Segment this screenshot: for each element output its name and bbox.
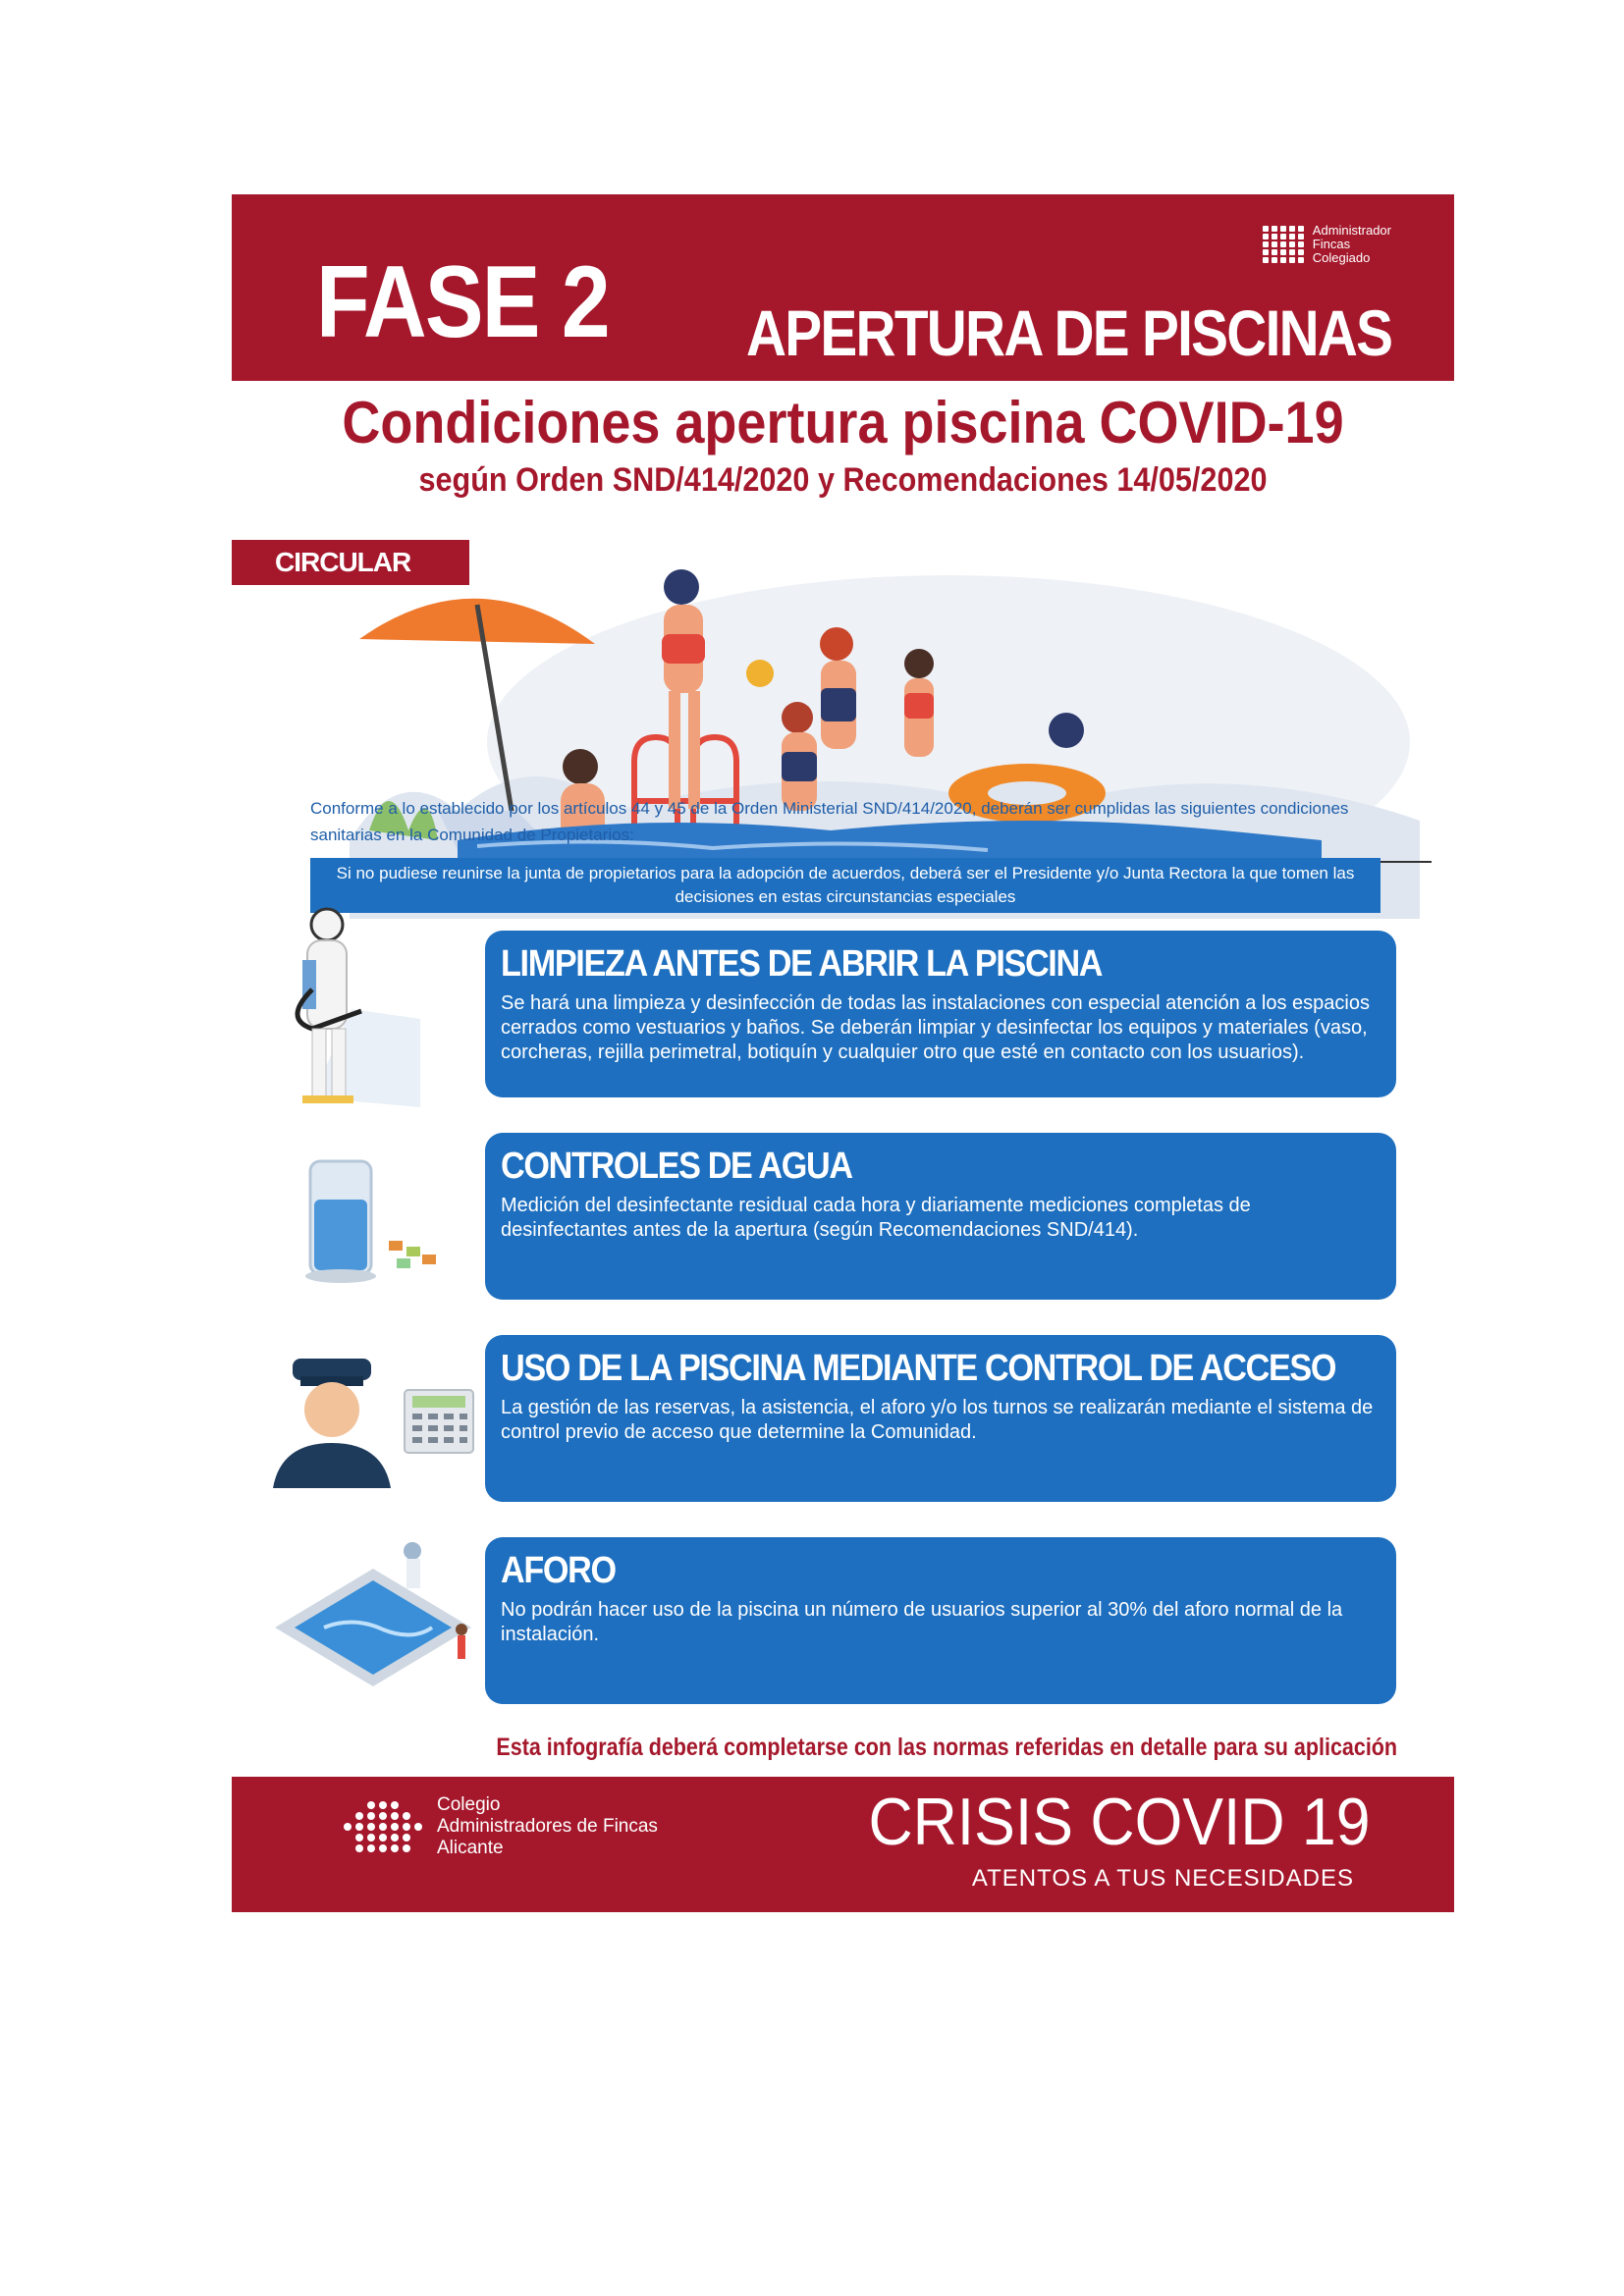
footer-band (232, 1777, 1454, 1912)
card-title: AFORO (501, 1550, 616, 1591)
administrador-logo (1263, 224, 1391, 265)
security-guard-icon (271, 1351, 477, 1488)
card-title: USO DE LA PISCINA MEDIANTE CONTROL DE ACCESO (501, 1348, 1336, 1389)
poster (232, 194, 1454, 1912)
card-controles-agua (485, 1133, 1396, 1300)
apertura-title: APERTURA DE PISCINAS (745, 296, 1391, 369)
card-text: Medición del desinfectante residual cada hora y diariamente mediciones completas de desinfectantes antes de la apertura (según Recomendaciones SND/414). (501, 1195, 1251, 1241)
card-limpieza (485, 931, 1396, 1097)
colegio-logo (344, 1794, 658, 1859)
pool-icon (265, 1539, 481, 1686)
water-glass-icon (300, 1156, 448, 1284)
fumigator-icon (273, 901, 420, 1107)
notice-banner: Si no pudiese reunirse la junta de propietarios para la adopción de acuerdos, deberá ser el Presidente y/o Junta Rectora la que tomen las decisiones en estas circunstancias especiales (310, 858, 1380, 913)
header-band (232, 194, 1454, 381)
card-control-acceso (485, 1335, 1396, 1502)
crisis-title: CRISIS COVID 19 (867, 1785, 1370, 1859)
phase-title: FASE 2 (316, 245, 609, 359)
page-subtitle: según Orden SND/414/2020 y Recomendaciones 14/05/2020 (418, 461, 1268, 499)
card-title: CONTROLES DE AGUA (501, 1146, 852, 1187)
page-title: Condiciones apertura piscina COVID-19 (342, 390, 1344, 455)
card-text: Se hará una limpieza y desinfección de todas las instalaciones con especial atención a los espacios cerrados como vestuarios y baños. Se deberán limpiar y desinfectar los equipos y materiales (vaso, corcheras, rejilla perimetral, botiquín y cualquier otro que esté en contacto con los usuarios). (501, 992, 1370, 1063)
card-text: La gestión de las reservas, la asistencia, el aforo y/o los turnos se realizarán mediante el sistema de control previo de acceso que determine la Comunidad. (501, 1397, 1374, 1443)
administrador-logo-text: Administrador Fincas Colegiado (1312, 223, 1391, 265)
dots-logo-icon (1263, 226, 1305, 263)
footnote: Esta infografía deberá completarse con las normas referidas en detalle para su aplicación (496, 1734, 1397, 1761)
card-aforo (485, 1537, 1396, 1704)
card-title: LIMPIEZA ANTES DE ABRIR LA PISCINA (501, 943, 1103, 985)
colegio-dots-icon (344, 1801, 423, 1852)
card-text: No podrán hacer uso de la piscina un número de usuarios superior al 30% del aforo normal de la instalación. (501, 1599, 1343, 1645)
atentos-tagline: ATENTOS A TUS NECESIDADES (971, 1865, 1354, 1892)
intro-text: Conforme a lo establecido por los artículos 44 y 45 de la Orden Ministerial SND/414/2020, deberán ser cumplidas las siguientes condiciones sanitarias en la Comunidad de Propietarios: (310, 799, 1349, 844)
circular-label: CIRCULAR 113/20 (232, 540, 469, 585)
colegio-logo-text: Colegio Administradores de Fincas Alicante (437, 1794, 658, 1858)
